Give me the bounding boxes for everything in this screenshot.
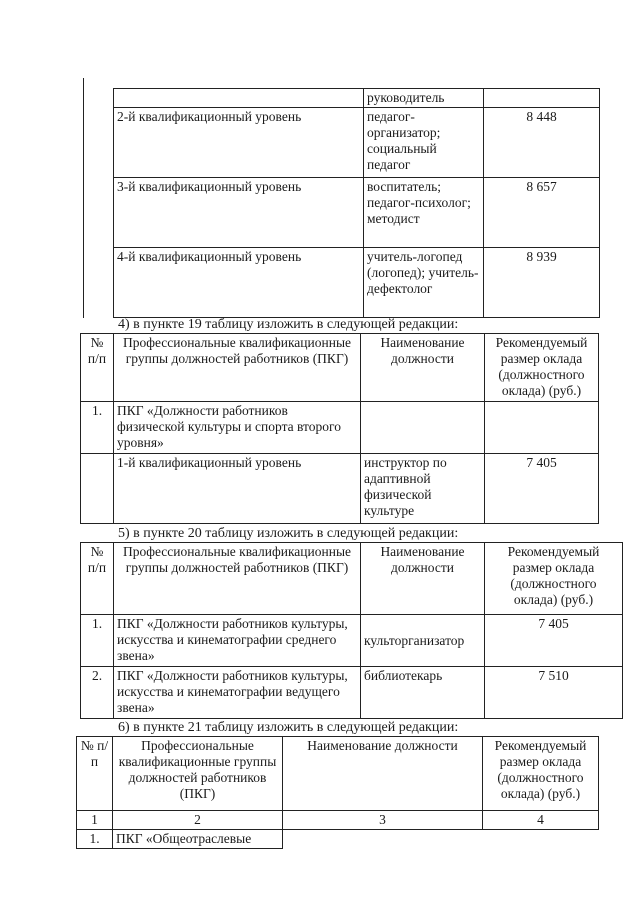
- paragraph-item-6: 6) в пункте 21 таблицу изложить в следующей редакции:: [118, 720, 459, 735]
- left-margin-rule: [83, 78, 84, 318]
- salary-cell: 7 405: [485, 454, 599, 524]
- salary-cell: [483, 830, 599, 849]
- level-cell: 2-й квалификационный уровень: [114, 108, 364, 178]
- header-num: № п/п: [81, 334, 114, 402]
- position-cell: педагог-организатор; социальный педагог: [364, 108, 484, 178]
- index-cell: 2: [113, 811, 283, 830]
- position-cell: культорганизатор: [361, 615, 485, 667]
- table-row: [81, 667, 623, 719]
- header-salary: Рекомендуемый размер оклада (должностного оклада) (руб.): [483, 737, 599, 811]
- header-position: Наименование должности: [361, 543, 485, 615]
- position-cell: учитель-логопед (логопед); учитель-дефектолог: [364, 248, 484, 318]
- salary-cell: 7 510: [485, 667, 623, 719]
- table-row: [114, 108, 600, 178]
- table-row: [114, 248, 600, 318]
- salary-cell: 7 405: [485, 615, 623, 667]
- table-row: [81, 402, 599, 454]
- index-cell: 1: [77, 811, 113, 830]
- level-cell: 3-й квалификационный уровень: [114, 178, 364, 248]
- group-cell: 1-й квалификационный уровень: [114, 454, 361, 524]
- salary-cell: [485, 402, 599, 454]
- group-cell: ПКГ «Должности работников культуры, искусства и кинематографии ведущего звена»: [114, 667, 361, 719]
- level-cell: [114, 89, 364, 108]
- num-cell: [81, 454, 114, 524]
- header-position: Наименование должности: [361, 334, 485, 402]
- group-cell: ПКГ «Общеотраслевые: [113, 830, 283, 849]
- position-cell: воспитатель; педагог-психолог; методист: [364, 178, 484, 248]
- num-cell: 1.: [77, 830, 113, 849]
- header-group: Профессиональные квалификационные группы должностей работников (ПКГ): [114, 543, 361, 615]
- index-cell: 4: [483, 811, 599, 830]
- num-cell: 1.: [81, 402, 114, 454]
- header-salary: Рекомендуемый размер оклада (должностного оклада) (руб.): [485, 543, 623, 615]
- header-position: Наименование должности: [283, 737, 483, 811]
- num-cell: 2.: [81, 667, 114, 719]
- position-cell: руководитель: [364, 89, 484, 108]
- table-index-row: [77, 811, 599, 830]
- table-row: [81, 615, 623, 667]
- salary-cell: 8 657: [484, 178, 600, 248]
- table-header-row: [77, 737, 599, 811]
- table-row: [77, 830, 599, 849]
- salary-cell: 8 448: [484, 108, 600, 178]
- salary-cell: 8 939: [484, 248, 600, 318]
- header-group: Профессиональные квалификационные группы должностей работников (ПКГ): [113, 737, 283, 811]
- table-row: [81, 454, 599, 524]
- level-cell: 4-й квалификационный уровень: [114, 248, 364, 318]
- table-row: [114, 178, 600, 248]
- header-salary: Рекомендуемый размер оклада (должностного оклада) (руб.): [485, 334, 599, 402]
- index-cell: 3: [283, 811, 483, 830]
- header-num: № п/п: [77, 737, 113, 811]
- position-cell: [361, 402, 485, 454]
- header-num: № п/п: [81, 543, 114, 615]
- table-qualification-levels: [113, 88, 600, 318]
- paragraph-item-5: 5) в пункте 20 таблицу изложить в следующей редакции:: [118, 526, 459, 541]
- table-pkg-sport: [80, 333, 599, 524]
- table-pkg-general: [76, 736, 599, 849]
- position-cell: [283, 830, 483, 849]
- salary-cell: [484, 89, 600, 108]
- group-cell: ПКГ «Должности работников физической культуры и спорта второго уровня»: [114, 402, 361, 454]
- table-header-row: [81, 334, 599, 402]
- position-cell: инструктор по адаптивной физической культуре: [361, 454, 485, 524]
- header-group: Профессиональные квалификационные группы должностей работников (ПКГ): [114, 334, 361, 402]
- num-cell: 1.: [81, 615, 114, 667]
- table-row: [114, 89, 600, 108]
- table-pkg-culture: [80, 542, 623, 719]
- paragraph-item-4: 4) в пункте 19 таблицу изложить в следующей редакции:: [118, 317, 459, 332]
- position-cell: библиотекарь: [361, 667, 485, 719]
- group-cell: ПКГ «Должности работников культуры, искусства и кинематографии среднего звена»: [114, 615, 361, 667]
- table-header-row: [81, 543, 623, 615]
